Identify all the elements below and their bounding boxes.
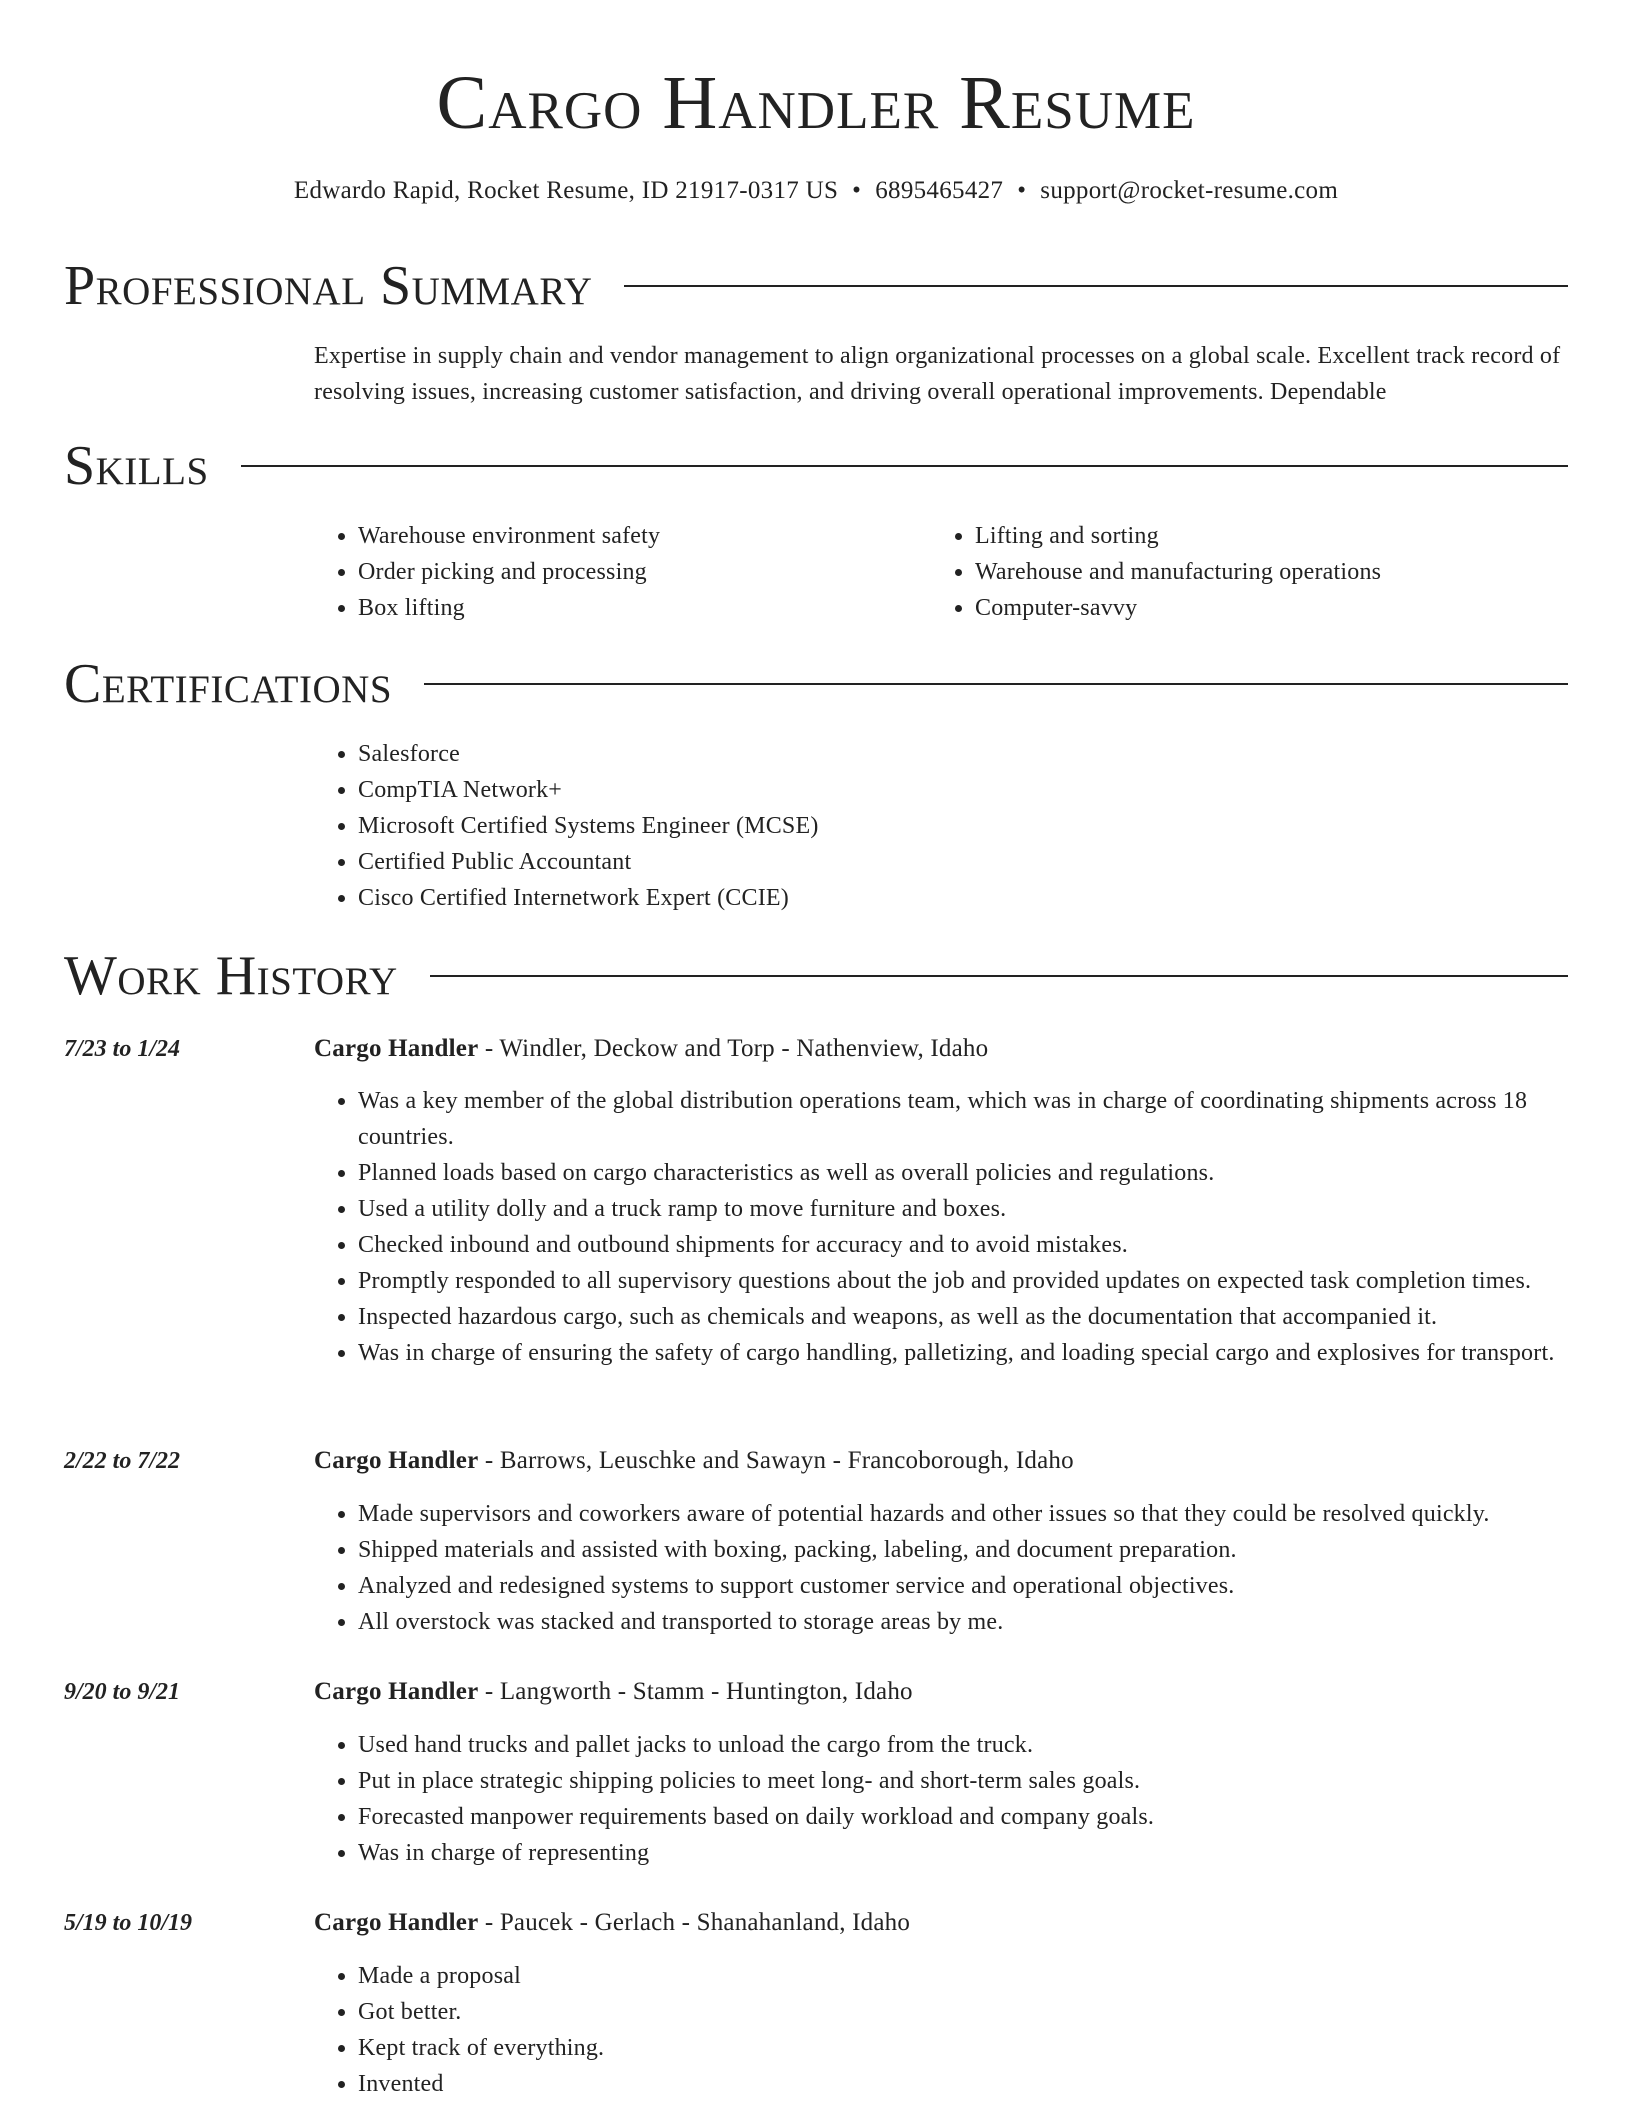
job-bullet: • Was a key member of the global distribution operations team, which was in charge of coordinating shipments across 18 countries. (358, 1083, 1568, 1155)
job-dates: 2/22 to 7/22 (64, 1448, 181, 1474)
certification-item: • Microsoft Certified Systems Engineer (MCSE) (358, 808, 1558, 844)
work-history-section-header (64, 944, 1568, 1008)
contact-separator: • (1017, 177, 1027, 204)
job-employer: - Windler, Deckow and Torp - Nathenview, Idaho (478, 1035, 989, 1062)
job-role: Cargo Handler (314, 1909, 479, 1936)
job-header (314, 1443, 1568, 1479)
certification-item: • Cisco Certified Internetwork Expert (CCIE) (358, 880, 1558, 916)
section-divider (430, 975, 1568, 977)
job-role: Cargo Handler (314, 1447, 479, 1474)
job-bullet: • Inspected hazardous cargo, such as chemicals and weapons, as well as the documentation that accompanied it. (358, 1299, 1568, 1335)
job-bullet: • Was in charge of representing (358, 1835, 1568, 1871)
skill-item: • Box lifting (358, 590, 958, 626)
job-employer: - Paucek - Gerlach - Shanahanland, Idaho (478, 1909, 911, 1936)
job-bullet: • Used a utility dolly and a truck ramp to move furniture and boxes. (358, 1191, 1568, 1227)
job-bullet: • Put in place strategic shipping policies to meet long- and short-term sales goals. (358, 1763, 1568, 1799)
job-bullet: • Shipped materials and assisted with boxing, packing, labeling, and document preparation. (358, 1532, 1568, 1568)
skills-list-right (931, 518, 1595, 626)
skills-heading: Skills (64, 435, 209, 497)
contact-separator: • (852, 177, 862, 204)
skills-section-header (64, 434, 1568, 498)
job-bullet-list (314, 1727, 1568, 1871)
job-bullet: • Forecasted manpower requirements based on daily workload and company goals. (358, 1799, 1568, 1835)
job-header (314, 1674, 1568, 1710)
skill-item: • Warehouse environment safety (358, 518, 958, 554)
job-dates: 7/23 to 1/24 (64, 1036, 181, 1062)
job-bullet: • Made a proposal (358, 1958, 1568, 1994)
skill-item: • Order picking and processing (358, 554, 958, 590)
contact-line (0, 174, 1632, 208)
job-bullet: • Got better. (358, 1994, 1568, 2030)
skill-item: • Warehouse and manufacturing operations (975, 554, 1595, 590)
skill-item: • Computer-savvy (975, 590, 1595, 626)
contact-phone: 6895465427 (875, 177, 1004, 204)
certifications-section-header (64, 652, 1568, 716)
job-employer: - Barrows, Leuschke and Sawayn - Francoborough, Idaho (478, 1447, 1074, 1474)
section-divider (241, 465, 1568, 467)
job-bullet-list (314, 1958, 1568, 2102)
section-divider (624, 285, 1568, 287)
summary-section-header (64, 254, 1568, 318)
certification-item: • Certified Public Accountant (358, 844, 1558, 880)
certification-item: • Salesforce (358, 736, 1558, 772)
job-bullet: • Was in charge of ensuring the safety of cargo handling, palletizing, and loading special cargo and explosives for transport. (358, 1335, 1568, 1371)
job-bullet-list (314, 1083, 1568, 1371)
certifications-list (314, 736, 1558, 916)
job-bullet: • Invented (358, 2066, 1568, 2102)
summary-text: Expertise in supply chain and vendor management to align organizational processes on a global scale. Excellent track record of resolving issues, increasing customer satisfaction, and driving overall operational improvements. Dependable (314, 343, 1561, 405)
resume-title: Cargo Handler Resume (436, 61, 1196, 145)
contact-email: support@rocket-resume.com (1040, 177, 1339, 204)
job-bullet: • Planned loads based on cargo characteristics as well as overall policies and regulations. (358, 1155, 1568, 1191)
work-history-heading: Work History (64, 945, 398, 1007)
job-bullet: • Checked inbound and outbound shipments for accuracy and to avoid mistakes. (358, 1227, 1568, 1263)
certifications-heading: Certifications (64, 653, 393, 715)
skill-item: • Lifting and sorting (975, 518, 1595, 554)
job-role: Cargo Handler (314, 1678, 479, 1705)
job-bullet: • All overstock was stacked and transported to storage areas by me. (358, 1604, 1568, 1640)
job-bullet-list (314, 1496, 1568, 1640)
job-bullet: • Made supervisors and coworkers aware of potential hazards and other issues so that they could be resolved quickly. (358, 1496, 1568, 1532)
job-dates: 5/19 to 10/19 (64, 1910, 193, 1936)
job-bullet: • Analyzed and redesigned systems to support customer service and operational objectives. (358, 1568, 1568, 1604)
job-bullet: • Promptly responded to all supervisory questions about the job and provided updates on expected task completion times. (358, 1263, 1568, 1299)
contact-address: Edwardo Rapid, Rocket Resume, ID 21917-0317 US (293, 177, 839, 204)
summary-heading: Professional Summary (64, 255, 593, 317)
job-bullet: • Kept track of everything. (358, 2030, 1568, 2066)
section-divider (424, 683, 1568, 685)
job-dates: 9/20 to 9/21 (64, 1679, 181, 1705)
certification-item: • CompTIA Network+ (358, 772, 1558, 808)
job-employer: - Langworth - Stamm - Huntington, Idaho (478, 1678, 913, 1705)
job-bullet: • Used hand trucks and pallet jacks to unload the cargo from the truck. (358, 1727, 1568, 1763)
job-role: Cargo Handler (314, 1035, 479, 1062)
skills-list-left (314, 518, 958, 626)
job-header (314, 1905, 1568, 1941)
job-header (314, 1031, 1568, 1067)
